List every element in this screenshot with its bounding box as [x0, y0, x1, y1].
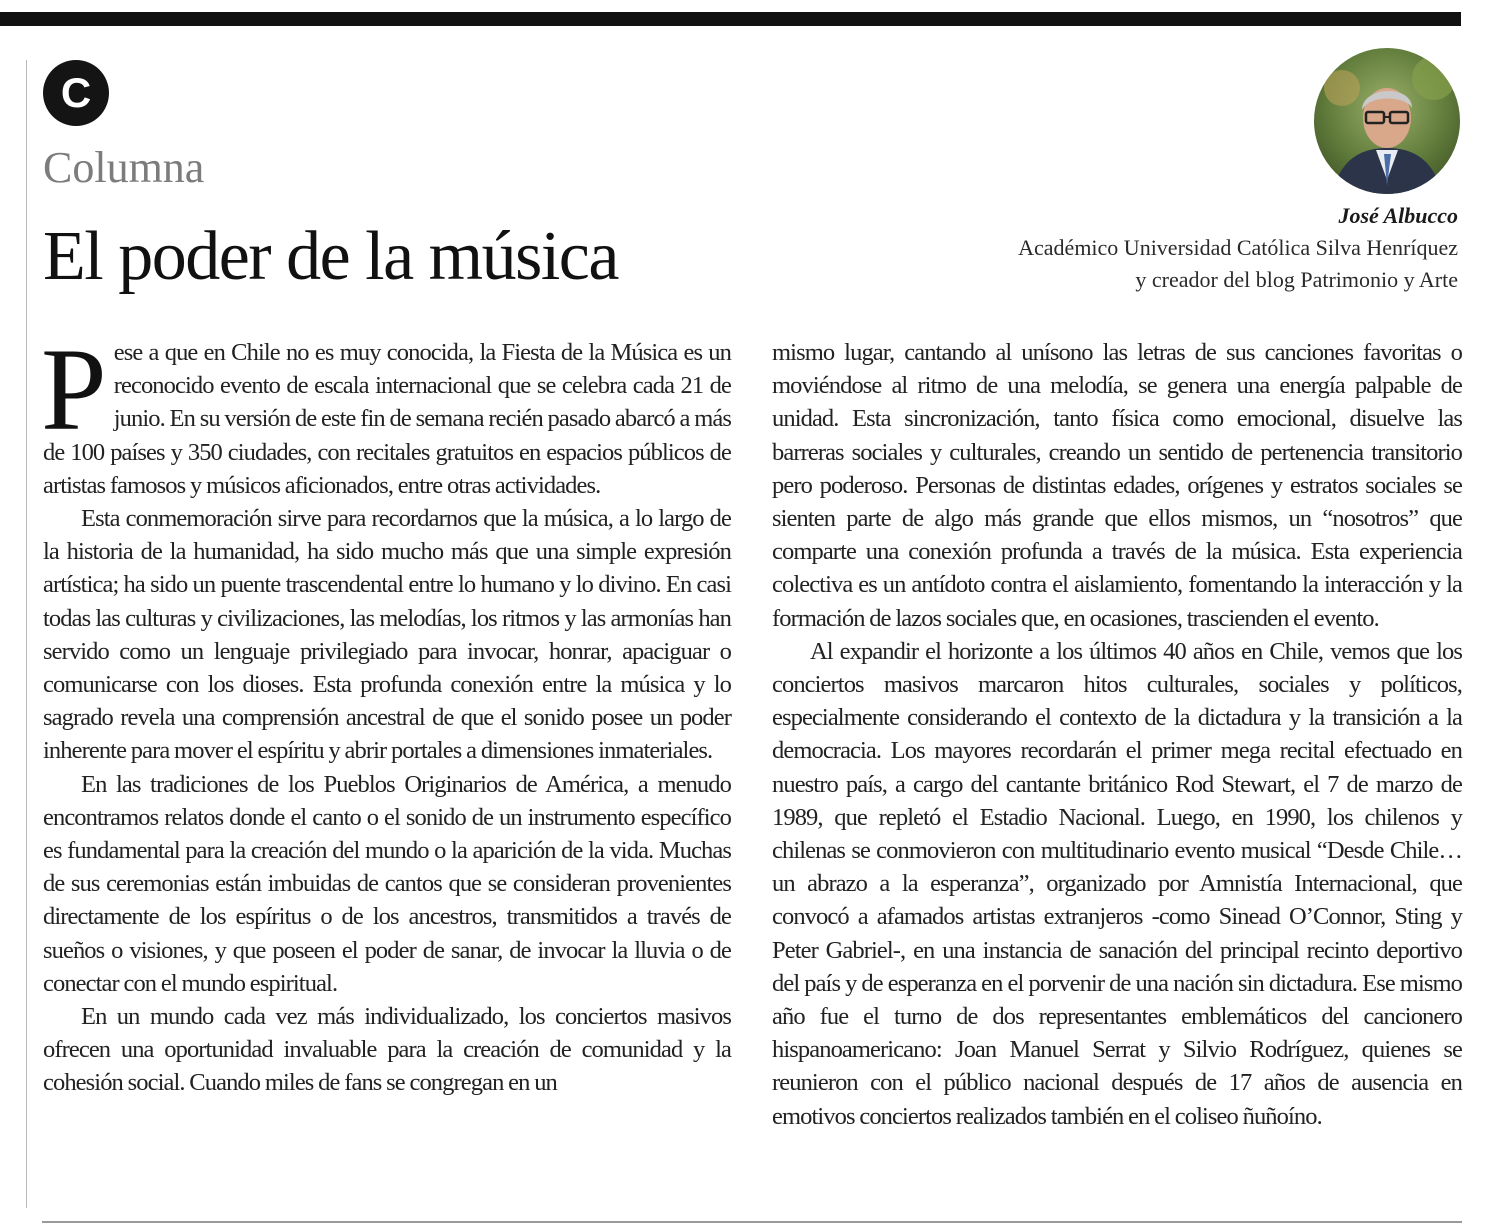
article-paragraph-2: Esta conmemoración sirve para recordarnos que la música, a lo largo de la historia de la humanidad, ha sido mucho más que una simple expresión artística; ha sido un puente trascendental entre lo humano y lo divino. En casi todas las culturas y civilizaciones, las melodías, los ritmos y las armonías han servido como un lenguaje privilegiado para invocar, honrar, apaciguar o comunicarse con los dioses. Esta profunda conexión entre la música y lo sagrado revela una comprensión ancestral de que el sonido posee un poder inherente para mover el espíritu y abrir portales a dimensiones inmateriales. — [43, 505, 731, 765]
article-column-left — [41, 324, 731, 1100]
article-paragraph-1 — [41, 324, 731, 502]
author-name: José Albucco — [1338, 203, 1458, 228]
section-badge-letter: C — [60, 69, 92, 116]
top-rule — [0, 12, 1461, 26]
author-title-line-1: Académico Universidad Católica Silva Henríquez — [1018, 235, 1458, 260]
left-column-rule — [26, 60, 27, 1208]
section-label: Columna — [43, 143, 205, 192]
author-title-line-2: y creador del blog Patrimonio y Arte — [1135, 267, 1458, 292]
headline: El poder de la música — [43, 218, 618, 295]
article-paragraph-1-text: ese a que en Chile no es muy conocida, la Fiesta de la Música es un reconocido evento de escala internacional que se celebra cada 21 de junio. En su versión de este fin de semana recién pasado abarcó a más de 100 países y 350 ciudades, con recitales gratuitos en espacios públicos de artistas famosos y músicos aficionados, entre otras actividades. — [43, 339, 731, 499]
article-paragraph-4-end: mismo lugar, cantando al unísono las letras de sus canciones favoritas o moviéndose al ritmo de una melodía, se genera una energía palpable de unidad. Esta sincronización, tanto física como emocional, disuelve las barreras sociales y culturales, creando un sentido de pertenencia transitorio pero poderoso. Personas de distintas edades, orígenes y estratos sociales se sienten parte de algo más grande que ellos mismos, un “nosotros” que comparte una conexión profunda a través de la música. Esta experiencia colectiva es un antídoto contra el aislamiento, fomentando la interacción y la formación de lazos sociales que, en ocasiones, trascienden el evento. — [772, 339, 1462, 632]
bottom-rule — [42, 1221, 1462, 1223]
article-paragraph-3: En las tradiciones de los Pueblos Originarios de América, a menudo encontramos relatos donde el canto o el sonido de un instrumento específico es fundamental para la creación del mundo o la aparición de la vida. Muchas de sus ceremonias están imbuidas de cantos que se consideran provenientes directamente de los espíritus o de los ancestros, transmitidos a través de sueños o visiones, y que poseen el poder de sanar, de invocar la lluvia o de conectar con el mundo espiritual. — [43, 770, 731, 997]
article-paragraph-4-start: En un mundo cada vez más individualizado, los conciertos masivos ofrecen una oportunidad invaluable para la creación de comunidad y la cohesión social. Cuando miles de fans se congregan en un — [43, 1003, 731, 1097]
section-badge — [43, 60, 109, 126]
author-portrait-icon — [1314, 48, 1460, 194]
author-byline — [1018, 200, 1458, 296]
article-paragraph-5: Al expandir el horizonte a los últimos 40 años en Chile, vemos que los conciertos masivos marcaron hitos culturales, sociales y políticos, especialmente considerando el contexto de la dictadura y la transición a la democracia. Los mayores recordarán el primer mega recital efectuado en nuestro país, a cargo del cantante británico Rod Stewart, el 7 de marzo de 1989, que repletó el Estadio Nacional. Luego, en 1990, los chilenos y chilenas se conmovieron con multitudinario evento musical “Desde Chile…un abrazo a la esperanza”, organizado por Amnistía Internacional, que convocó a afamados artistas extranjeros -como Sinead O’Connor, Sting y Peter Gabriel-, en una instancia de sanación del principal recinto deportivo del país y de esperanza en el porvenir de una nación sin dictadura. Ese mismo año fue el turno de dos representantes emblemáticos del cancionero hispanoamericano: Joan Manuel Serrat y Silvio Rodríguez, quienes se reunieron con el público nacional después de 17 años de ausencia en emotivos conciertos realizados también en el coliseo ñuñoíno. — [772, 637, 1462, 1130]
drop-cap: P — [41, 324, 106, 455]
article-column-right — [772, 336, 1462, 1133]
